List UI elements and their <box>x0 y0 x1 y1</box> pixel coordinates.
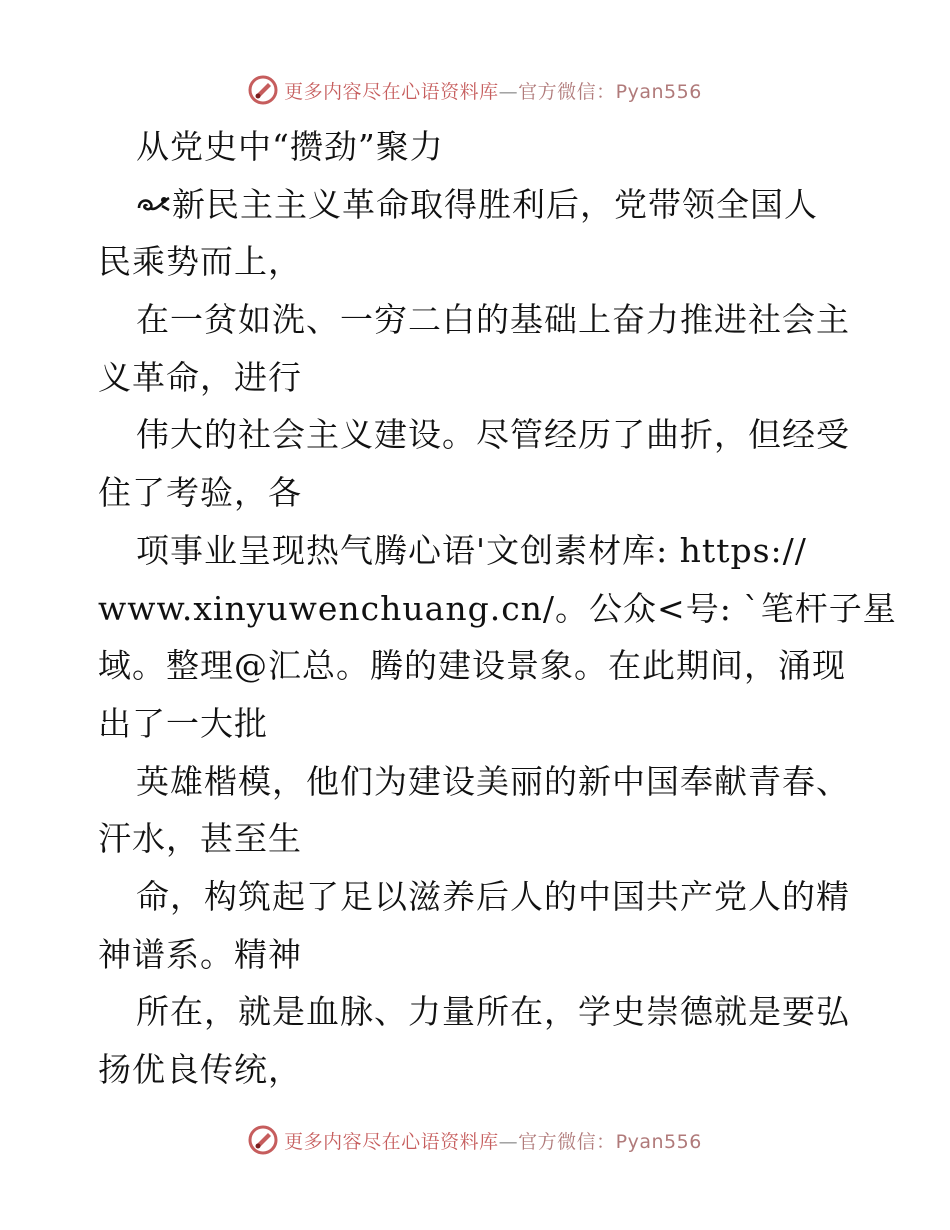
paragraph-line: 域。整理@汇总。腾的建设景象。在此期间，涌现 <box>98 646 846 686</box>
brand-logo-icon <box>248 75 278 105</box>
paragraph-line: www.xinyuwenchuang.cn/。公众<号: `笔杆子星 <box>98 588 897 628</box>
document-body <box>98 118 897 1099</box>
paragraph-line: 神谱系。精神 <box>98 934 302 974</box>
banner-wechat-text: 官方微信：Pyan556 <box>518 80 702 103</box>
document-title-line: 从党史中“攒劲”聚力 <box>136 127 444 166</box>
paragraph-line: 命，构筑起了足以滋养后人的中国共产党人的精 <box>136 876 850 916</box>
paragraph-line: 义革命，进行 <box>98 357 302 397</box>
brand-logo-icon <box>248 1125 278 1155</box>
banner-brand-text: 更多内容尽在心语资料库 <box>284 80 499 103</box>
paragraph-line: 所在，就是血脉、力量所在，学史崇德就是要弘 <box>136 992 850 1032</box>
paragraph-line: 住了考验，各 <box>98 473 302 513</box>
paragraph-line: 扬优良传统， <box>98 1050 302 1089</box>
paragraph-line: 汗水，甚至生 <box>98 819 302 859</box>
footer-banner <box>0 1120 950 1160</box>
fleuron-icon <box>136 192 172 218</box>
banner-separator: — <box>498 1130 519 1153</box>
banner-separator: — <box>498 80 519 103</box>
paragraph-line: 项事业呈现热气腾心语'文创素材库: https:// <box>136 530 807 570</box>
paragraph-line: 在一贫如洗、一穷二白的基础上奋力推进社会主 <box>136 300 850 340</box>
paragraph-line: 新民主主义革命取得胜利后，党带领全国人 <box>98 176 858 234</box>
header-banner <box>0 70 950 110</box>
paragraph-line: 出了一大批 <box>98 703 268 743</box>
paragraph-line: 英雄楷模，他们为建设美丽的新中国奉献青春、 <box>136 761 850 801</box>
paragraph-line: 伟大的社会主义建设。尽管经历了曲折，但经受 <box>136 415 850 455</box>
banner-wechat-text: 官方微信：Pyan556 <box>518 1130 702 1153</box>
banner-brand-text: 更多内容尽在心语资料库 <box>284 1130 499 1153</box>
paragraph-line: 民乘势而上， <box>98 242 302 282</box>
